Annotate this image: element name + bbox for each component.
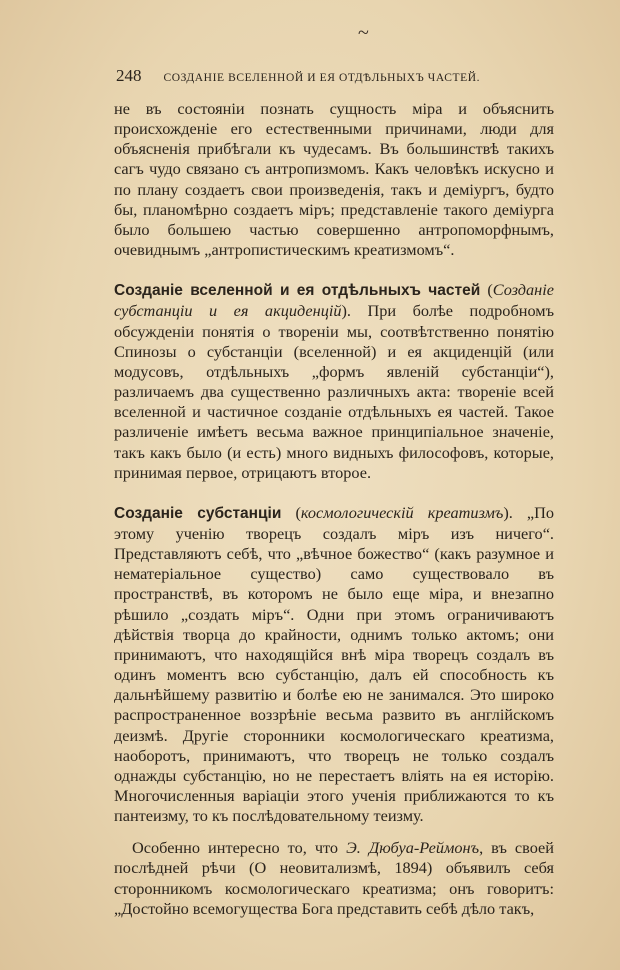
page-number: 248 (116, 66, 142, 85)
section-subtitle-italic: Созданіе субстанціи и ея акциденцій (114, 280, 554, 321)
paragraph-text: , въ своей послѣдней рѣчи (О неовитализмѣ, 1894) объявилъ себя сторонникомъ космологическаго креатизма; онъ говоритъ: „Достойно всемогущества Бога представить себѣ дѣло такъ, (114, 838, 554, 918)
running-header (116, 66, 556, 86)
paragraph-dubois-reymond (114, 838, 554, 919)
paragraph-substance-creation (114, 503, 554, 827)
paren-open: ( (281, 502, 301, 522)
paragraph-text: Особенно интересно то, что (132, 838, 347, 858)
section-subtitle-italic: космологическій креатизмъ (300, 502, 504, 522)
paragraph-universe-creation (114, 280, 554, 483)
section-heading-universe: Созданіе вселенной и ея отдѣльныхъ частей (114, 282, 481, 300)
running-title: СОЗДАНІЕ ВСЕЛЕННОЙ И ЕЯ ОТДѢЛЬНЫХЪ ЧАСТЕЙ. (163, 72, 481, 84)
paragraph-continuation: не въ состояніи познать сущность міра и объяснить происхожденіе его естественными причинами, люди для объясненія прибѣгали къ чудесамъ. Въ большинствѣ такихъ сагъ чудо связано съ антропизмомъ. Какъ человѣкъ искусно и по плану создаетъ свои произведенія, такъ и деміургъ, будто бы, планомѣрно создаетъ міръ; представленіе такого деміурга было большею частью совершенно антропоморфнымъ, очевиднымъ „антропистическимъ креатизмомъ“. (114, 99, 554, 260)
decorative-ornament: ~ (358, 22, 367, 44)
section-heading-substance: Созданіе субстанціи (114, 504, 282, 522)
author-name-italic: Э. Дюбуа-Реймонъ (346, 838, 480, 858)
page-body (114, 99, 554, 919)
paragraph-text: ). При болѣе подробномъ обсужденіи понятія о твореніи мы, соотвѣтственно понятію Спинозы о субстанціи (вселенной) и ея акциденцій (или модусовъ, отдѣльныхъ „формъ явленій субстанціи“), различаемъ два существенно различныхъ акта: твореніе всей вселенной и частичное созданіе отдѣльныхъ ея частей. Такое различеніе имѣетъ весьма важное принципіальное значеніе, такъ какъ было (и есть) много видныхъ философовъ, которые, принимая первое, отрицаютъ второе. (114, 301, 554, 482)
paren-open: ( (480, 280, 493, 300)
paragraph-text: ). „По этому ученію творецъ создалъ міръ изъ ничего“. Представляютъ себѣ, что „вѣчное божество“ (какъ разумное и нематеріальное существо) само существовало въ пространствѣ, въ которомъ не было еще міра, и внезапно рѣшило „создать міръ“. Одни при этомъ ограничиваютъ дѣйствія творца до крайности, однимъ только актомъ; они принимаютъ, что находящійся внѣ міра творецъ создалъ въ одинъ моментъ всю субстанцію, далъ ей способность къ дальнѣйшему развитію и болѣе ею не занимался. Это широко распространенное воззрѣніе весьма развито въ англійскомъ деизмѣ. Другіе сторонники космологическаго креатизма, наоборотъ, принимаютъ, что творецъ не только создалъ однажды субстанцію, но не перестаетъ вліять на ея исторію. Многочисленныя варіаціи этого ученія приближаются то къ пантеизму, то къ послѣдовательному теизму. (114, 502, 555, 826)
